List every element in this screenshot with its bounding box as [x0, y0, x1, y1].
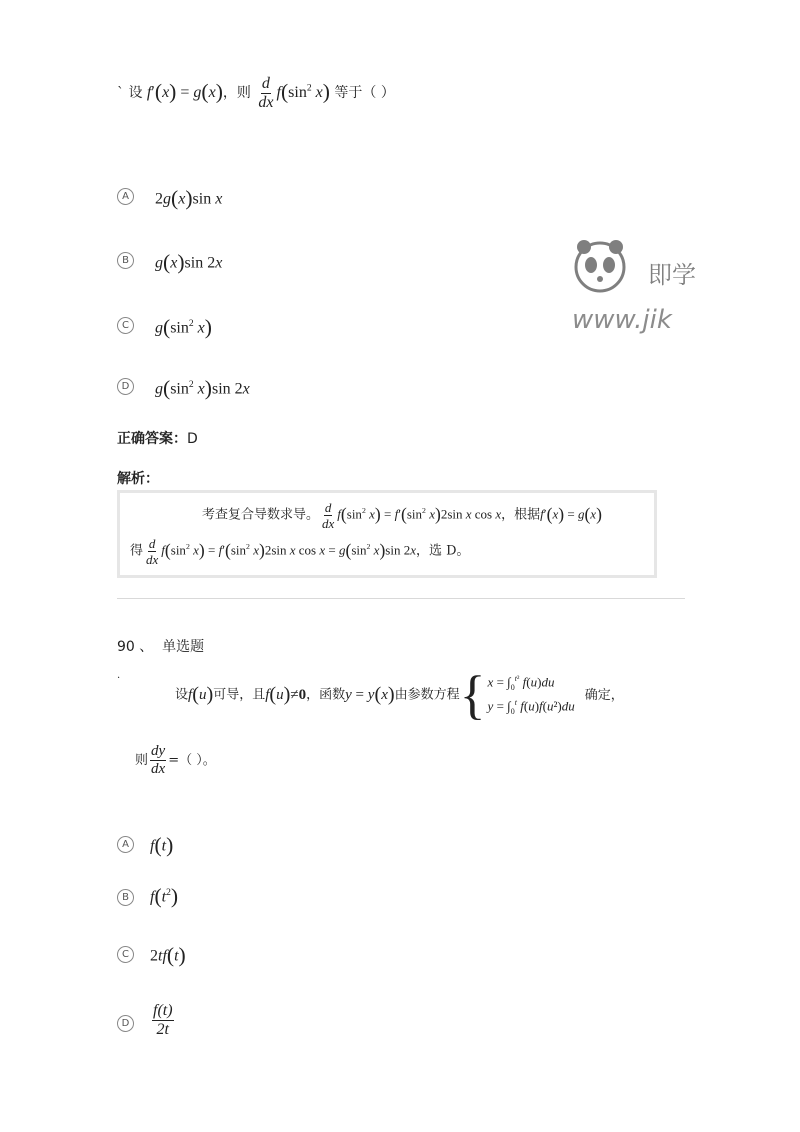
q89-stem — [117, 76, 395, 111]
option-formula: $g(\sin^2$ x)sin 2x — [155, 376, 250, 400]
option-formula: $\frac{f(t)}{2t}$ — [153, 1002, 173, 1038]
watermark — [570, 235, 700, 350]
option-letter: A — [117, 836, 134, 853]
option-formula: $g(\sin^2$ x) — [155, 315, 212, 339]
analysis-line1-mid: ，根据 — [501, 507, 541, 523]
q89-stem-then: ，则 — [222, 85, 251, 102]
q90-stem-suffix: 确定， — [584, 687, 624, 703]
option-letter: C — [117, 317, 134, 334]
analysis-line-1: 考查复合导数求导。 $\frac{d}{dx}$ $f(\sin^2$ $x) = f'(\sin^2$ x)2sin x cos x，根据f′(x) = g(x) — [202, 500, 602, 531]
watermark-brand: 即学 — [648, 261, 696, 289]
analysis-line2-prefix: 得 — [130, 543, 144, 559]
q90-stem-prefix: 设 — [175, 687, 189, 703]
q89-mark: ` — [117, 85, 124, 102]
option-formula: g(x)sin 2x — [155, 250, 223, 274]
analysis-line2-suffix: ，选 D。 — [416, 543, 470, 559]
option-letter: B — [117, 889, 134, 906]
answer-value: D — [187, 431, 198, 447]
answer-label: 正确答案： — [117, 431, 187, 447]
option-formula: 2tf(t) — [150, 943, 186, 967]
analysis-label: 解析： — [117, 471, 159, 487]
q90-stem-mid3: 由参数方程 — [394, 687, 460, 703]
q90-param-system: { $x = \int_0^{t^2}$ f(u)du $y = \int_0^t$ f(u)f(u²)du — [459, 665, 575, 725]
analysis-line-2: 得 $\frac{d}{dx}$ $f(\sin^2$ $x) = f'(\sin^2$ x)2sin x $\cos x = g(\sin^2$ x)sin 2x，选 D。 — [130, 536, 470, 567]
q89-stem-suffix: 等于（ ） — [334, 85, 395, 102]
panda-icon — [570, 235, 630, 305]
q90-header — [117, 636, 204, 656]
divider — [117, 598, 685, 599]
q90-stem-line2: 则 $\frac{dy}{dx}$ =（ ）。 — [135, 743, 216, 777]
option-formula: f(t) — [150, 833, 174, 857]
watermark-url: www.jik — [572, 305, 672, 335]
option-letter: D — [117, 1015, 134, 1032]
q90-dot: . — [117, 670, 121, 681]
q89-stem-prefix: 设 — [128, 85, 143, 102]
option-letter: C — [117, 946, 134, 963]
option-letter: A — [117, 188, 134, 205]
option-letter: B — [117, 252, 134, 269]
q90-stem-mid1: 可导，且 — [213, 687, 266, 703]
q89-stem-formula1: f′(x) = g(x) — [146, 79, 223, 104]
q90-stem-then: 则 — [135, 752, 149, 768]
option-formula: $f(t^2)$ — [150, 884, 179, 908]
option-letter: D — [117, 378, 134, 395]
q90-stem-mid2: ，函数 — [306, 687, 346, 703]
q90-stem-end: =（ ）。 — [168, 752, 216, 768]
q89-answer — [117, 428, 198, 448]
analysis-box — [117, 490, 657, 578]
option-formula: 2g(x)sin x — [155, 186, 223, 210]
q90-stem: 设f(u)可导，且f(u)≠0，函数y = y(x)由参数方程 { $x = \int_0^{t^2}$ f(u)du $y = \int_0^t$ f(u)f(u²)du 确定， — [175, 665, 624, 725]
q90-type: 单选题 — [162, 639, 205, 655]
analysis-line1-prefix: 考查复合导数求导。 — [202, 507, 320, 523]
q89-stem-formula2: $\frac{d}{dx}$ $f(\sin^2$ x) — [258, 75, 330, 111]
q90-number: 90 、 — [117, 639, 154, 655]
